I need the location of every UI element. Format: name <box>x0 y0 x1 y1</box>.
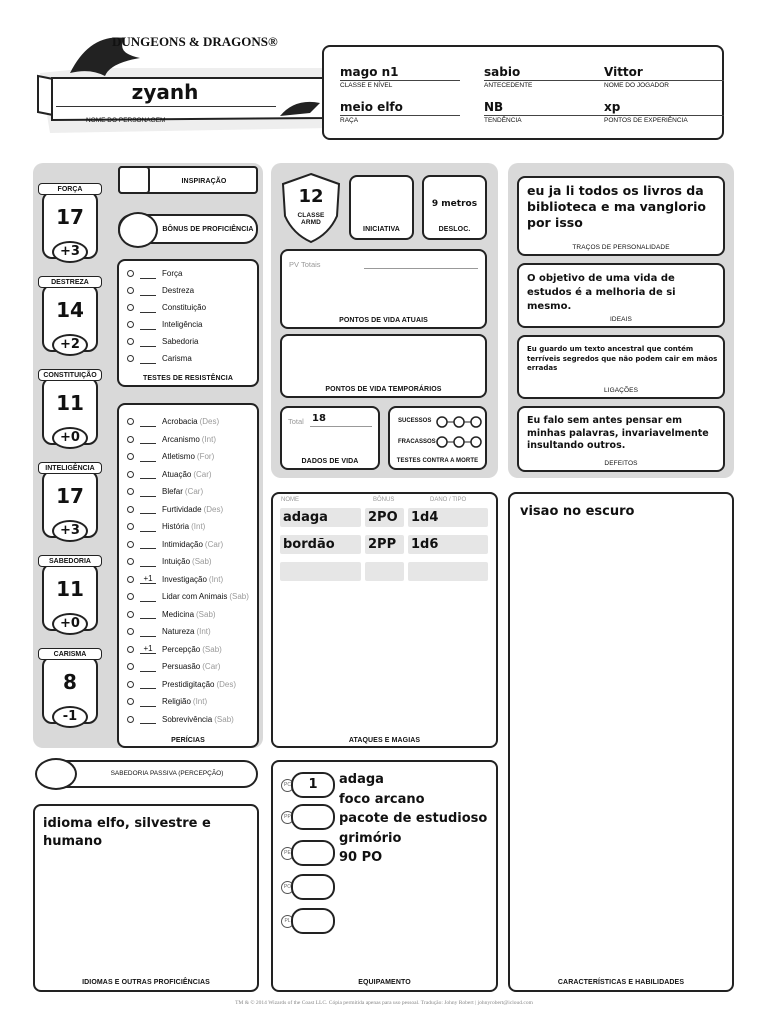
inspiration-box: INSPIRAÇÃO <box>118 166 258 194</box>
race-value[interactable]: meio elfo <box>340 100 460 116</box>
ability-score[interactable]: 17 <box>56 484 84 508</box>
skill-row[interactable]: Blefar (Car) <box>127 484 203 499</box>
character-name-label: NOME DO PERSONAGEM <box>86 117 166 124</box>
coin-silver[interactable]: PP <box>281 804 335 830</box>
ability-score[interactable]: 8 <box>63 670 77 694</box>
temp-hp-box[interactable]: PONTOS DE VIDA TEMPORÁRIOS <box>280 334 487 398</box>
skill-row[interactable]: Atuação (Car) <box>127 467 212 482</box>
personality-traits-text: eu ja li todos os livros da biblioteca e ma vanglorio por isso <box>527 183 706 230</box>
ideals-text: O objetivo de uma vida de estudos é a melhoria de si mesmo. <box>527 273 676 312</box>
attack-damage[interactable] <box>408 562 488 581</box>
attacks-box: NOME BÔNUS DANO / TIPO adaga 2PO 1d4 bordão 2PP 1d6 ATAQUES E MAGIAS <box>271 492 498 748</box>
armor-class-value[interactable]: 12 <box>298 186 324 207</box>
ability-modifier[interactable]: +3 <box>52 520 88 542</box>
skill-row[interactable]: Arcanismo (Int) <box>127 432 216 447</box>
ability-modifier[interactable]: -1 <box>52 706 88 728</box>
ability-strength: FORÇA 17 +3 <box>38 183 102 267</box>
equipment-item: 90 PO <box>339 850 383 865</box>
attack-name[interactable]: bordão <box>280 535 361 554</box>
skill-row[interactable]: +1 Percepção (Sab) <box>127 642 222 657</box>
skill-row[interactable]: Natureza (Int) <box>127 624 211 639</box>
footer-copyright: TM & © 2014 Wizards of the Coast LLC. Cópia permitida apenas para uso pessoal. Tradução: Johny Robert | johnyrobert@icloud.com <box>235 1000 533 1006</box>
skill-row[interactable]: Intimidação (Car) <box>127 537 223 552</box>
death-failure-circles[interactable] <box>436 436 482 448</box>
features-text: visao no escuro <box>520 504 635 519</box>
inspiration-checkbox[interactable] <box>118 166 150 194</box>
skill-row[interactable]: Prestidigitação (Des) <box>127 677 236 692</box>
proficiency-value[interactable] <box>118 212 158 248</box>
ability-constitution: CONSTITUIÇÃO 11 +0 <box>38 369 102 453</box>
skill-row[interactable]: Religião (Int) <box>127 694 207 709</box>
hit-dice-box[interactable]: Total 18 DADOS DE VIDA <box>280 406 380 470</box>
save-row[interactable]: Carisma <box>127 351 192 366</box>
speed-value: 9 metros <box>431 199 478 209</box>
ability-score[interactable]: 17 <box>56 205 84 229</box>
attack-bonus[interactable]: 2PO <box>365 508 404 527</box>
equipment-item: adaga <box>339 772 384 787</box>
ideals-box[interactable]: O objetivo de uma vida de estudos é a melhoria de si mesmo. IDEAIS <box>517 263 725 328</box>
save-row[interactable]: Constituição <box>127 300 206 315</box>
alignment-value[interactable]: NB <box>484 100 604 116</box>
ability-score[interactable]: 14 <box>56 298 84 322</box>
skill-row[interactable]: Sobrevivência (Sab) <box>127 712 234 727</box>
equipment-list[interactable] <box>339 770 487 868</box>
ability-score[interactable]: 11 <box>56 577 84 601</box>
skill-row[interactable]: Medicina (Sab) <box>127 607 216 622</box>
attack-bonus[interactable]: 2PP <box>365 535 404 554</box>
attack-damage[interactable]: 1d6 <box>408 535 488 554</box>
proficiency-box: BÔNUS DE PROFICIÊNCIA <box>118 214 258 244</box>
equipment-item: grimório <box>339 830 402 846</box>
coin-copper[interactable]: PC 1 <box>281 772 335 798</box>
skill-row[interactable]: Acrobacia (Des) <box>127 414 219 429</box>
dnd-logo: DUNGEONS & DRAGONS® <box>112 34 278 49</box>
personality-traits-box[interactable]: eu ja li todos os livros da biblioteca e ma vanglorio por isso TRAÇOS DE PERSONALIDADE <box>517 176 725 256</box>
current-hp-box[interactable]: PV Totais PONTOS DE VIDA ATUAIS <box>280 249 487 329</box>
xp-value[interactable]: xp <box>604 100 724 116</box>
equipment-item: pacote de estudioso <box>339 811 488 826</box>
save-row[interactable]: Destreza <box>127 283 194 298</box>
ability-modifier[interactable]: +2 <box>52 334 88 356</box>
ability-dexterity: DESTREZA 14 +2 <box>38 276 102 360</box>
features-box[interactable]: visao no escuro CARACTERÍSTICAS E HABILIDADES <box>508 492 734 992</box>
skill-row[interactable]: Lidar com Animais (Sab) <box>127 589 249 604</box>
passive-wisdom-value[interactable] <box>35 758 77 790</box>
ability-intelligence: INTELIGÊNCIA 17 +3 <box>38 462 102 546</box>
coin-gold[interactable]: PO <box>281 874 335 900</box>
ability-score[interactable]: 11 <box>56 391 84 415</box>
ability-wisdom: SABEDORIA 11 +0 <box>38 555 102 639</box>
ability-modifier[interactable]: +0 <box>52 427 88 449</box>
death-saves-box: SUCESSOS FRACASSOS TESTES CONTRA A MORTE <box>388 406 487 470</box>
player-name-value[interactable]: Vittor <box>604 65 724 81</box>
death-success-circles[interactable] <box>436 416 482 428</box>
attack-bonus[interactable] <box>365 562 404 581</box>
coin-electrum[interactable]: PE <box>281 840 335 866</box>
initiative-box[interactable]: INICIATIVA <box>349 175 414 240</box>
background-value[interactable]: sabio <box>484 65 604 81</box>
skill-row[interactable]: +1 Investigação (Int) <box>127 572 223 587</box>
save-row[interactable]: Inteligência <box>127 317 202 332</box>
languages-box[interactable]: idioma elfo, silvestre e humano IDIOMAS E OUTRAS PROFICIÊNCIAS <box>33 804 259 992</box>
skill-row[interactable]: Persuasão (Car) <box>127 659 220 674</box>
bonds-text: Eu guardo um texto ancestral que contém terríveis segredos que não podem cair em mãos erradas <box>527 345 718 372</box>
equipment-item: foco arcano <box>339 791 425 807</box>
skill-row[interactable]: Atletismo (For) <box>127 449 214 464</box>
attack-name[interactable] <box>280 562 361 581</box>
skill-row[interactable]: Intuição (Sab) <box>127 554 212 569</box>
save-row[interactable]: Sabedoria <box>127 334 198 349</box>
hit-dice-total: 18 <box>312 413 326 424</box>
ability-modifier[interactable]: +0 <box>52 613 88 635</box>
armor-class-shield-icon <box>279 172 343 244</box>
saving-throws-box: Força Destreza Constituição Inteligência Sabedoria Carisma TESTES DE RESISTÊNCIA <box>117 259 259 387</box>
attack-name[interactable]: adaga <box>280 508 361 527</box>
bonds-box[interactable]: Eu guardo um texto ancestral que contém terríveis segredos que não podem cair em mãos erradas LIGAÇÕES <box>517 335 725 399</box>
speed-box[interactable]: 9 metros DESLOC. <box>422 175 487 240</box>
character-name[interactable]: zyanh <box>131 80 199 104</box>
skill-row[interactable]: História (Int) <box>127 519 205 534</box>
passive-wisdom-box: SABEDORIA PASSIVA (PERCEPÇÃO) <box>36 760 258 788</box>
save-row[interactable]: Força <box>127 266 182 281</box>
languages-text: idioma elfo, silvestre e humano <box>43 816 211 849</box>
flaws-text: Eu falo sem antes pensar em minhas palavras, invariavelmente insultando outros. <box>527 415 709 451</box>
equipment-box: PC 1 PP PE PO PL adaga foco arcano pacote de estudioso grimório 90 PO EQUIPAMENTO <box>271 760 498 992</box>
ability-modifier[interactable]: +3 <box>52 241 88 263</box>
class-level-value[interactable]: mago n1 <box>340 65 460 81</box>
skill-row[interactable]: Furtividade (Des) <box>127 502 223 517</box>
character-info-box: mago n1 CLASSE E NÍVEL sabio ANTECEDENTE Vittor NOME DO JOGADOR meio elfo RAÇA NB TENDÊNCIA xp PONTOS DE EXPERIÊNCIA <box>322 45 724 140</box>
flaws-box[interactable]: Eu falo sem antes pensar em minhas palavras, invariavelmente insultando outros. DEFEITOS <box>517 406 725 472</box>
ability-charisma: CARISMA 8 -1 <box>38 648 102 732</box>
attack-damage[interactable]: 1d4 <box>408 508 488 527</box>
skills-box: Acrobacia (Des) Arcanismo (Int) Atletismo (For) Atuação (Car) Blefar (Car) Furtividade (Des) História (Int) Intimidação (Car) Intuição (Sab) +1 Investigação (Int) Lidar com Animais (Sab) Medicina (Sab) Natureza (Int) +1 Percepção (Sab) Persuasão (Car) Prestidigitação (Des) Religião (Int) Sobrevivência (Sab) PERÍCIAS <box>117 403 259 748</box>
coin-platinum[interactable]: PL <box>281 908 335 934</box>
